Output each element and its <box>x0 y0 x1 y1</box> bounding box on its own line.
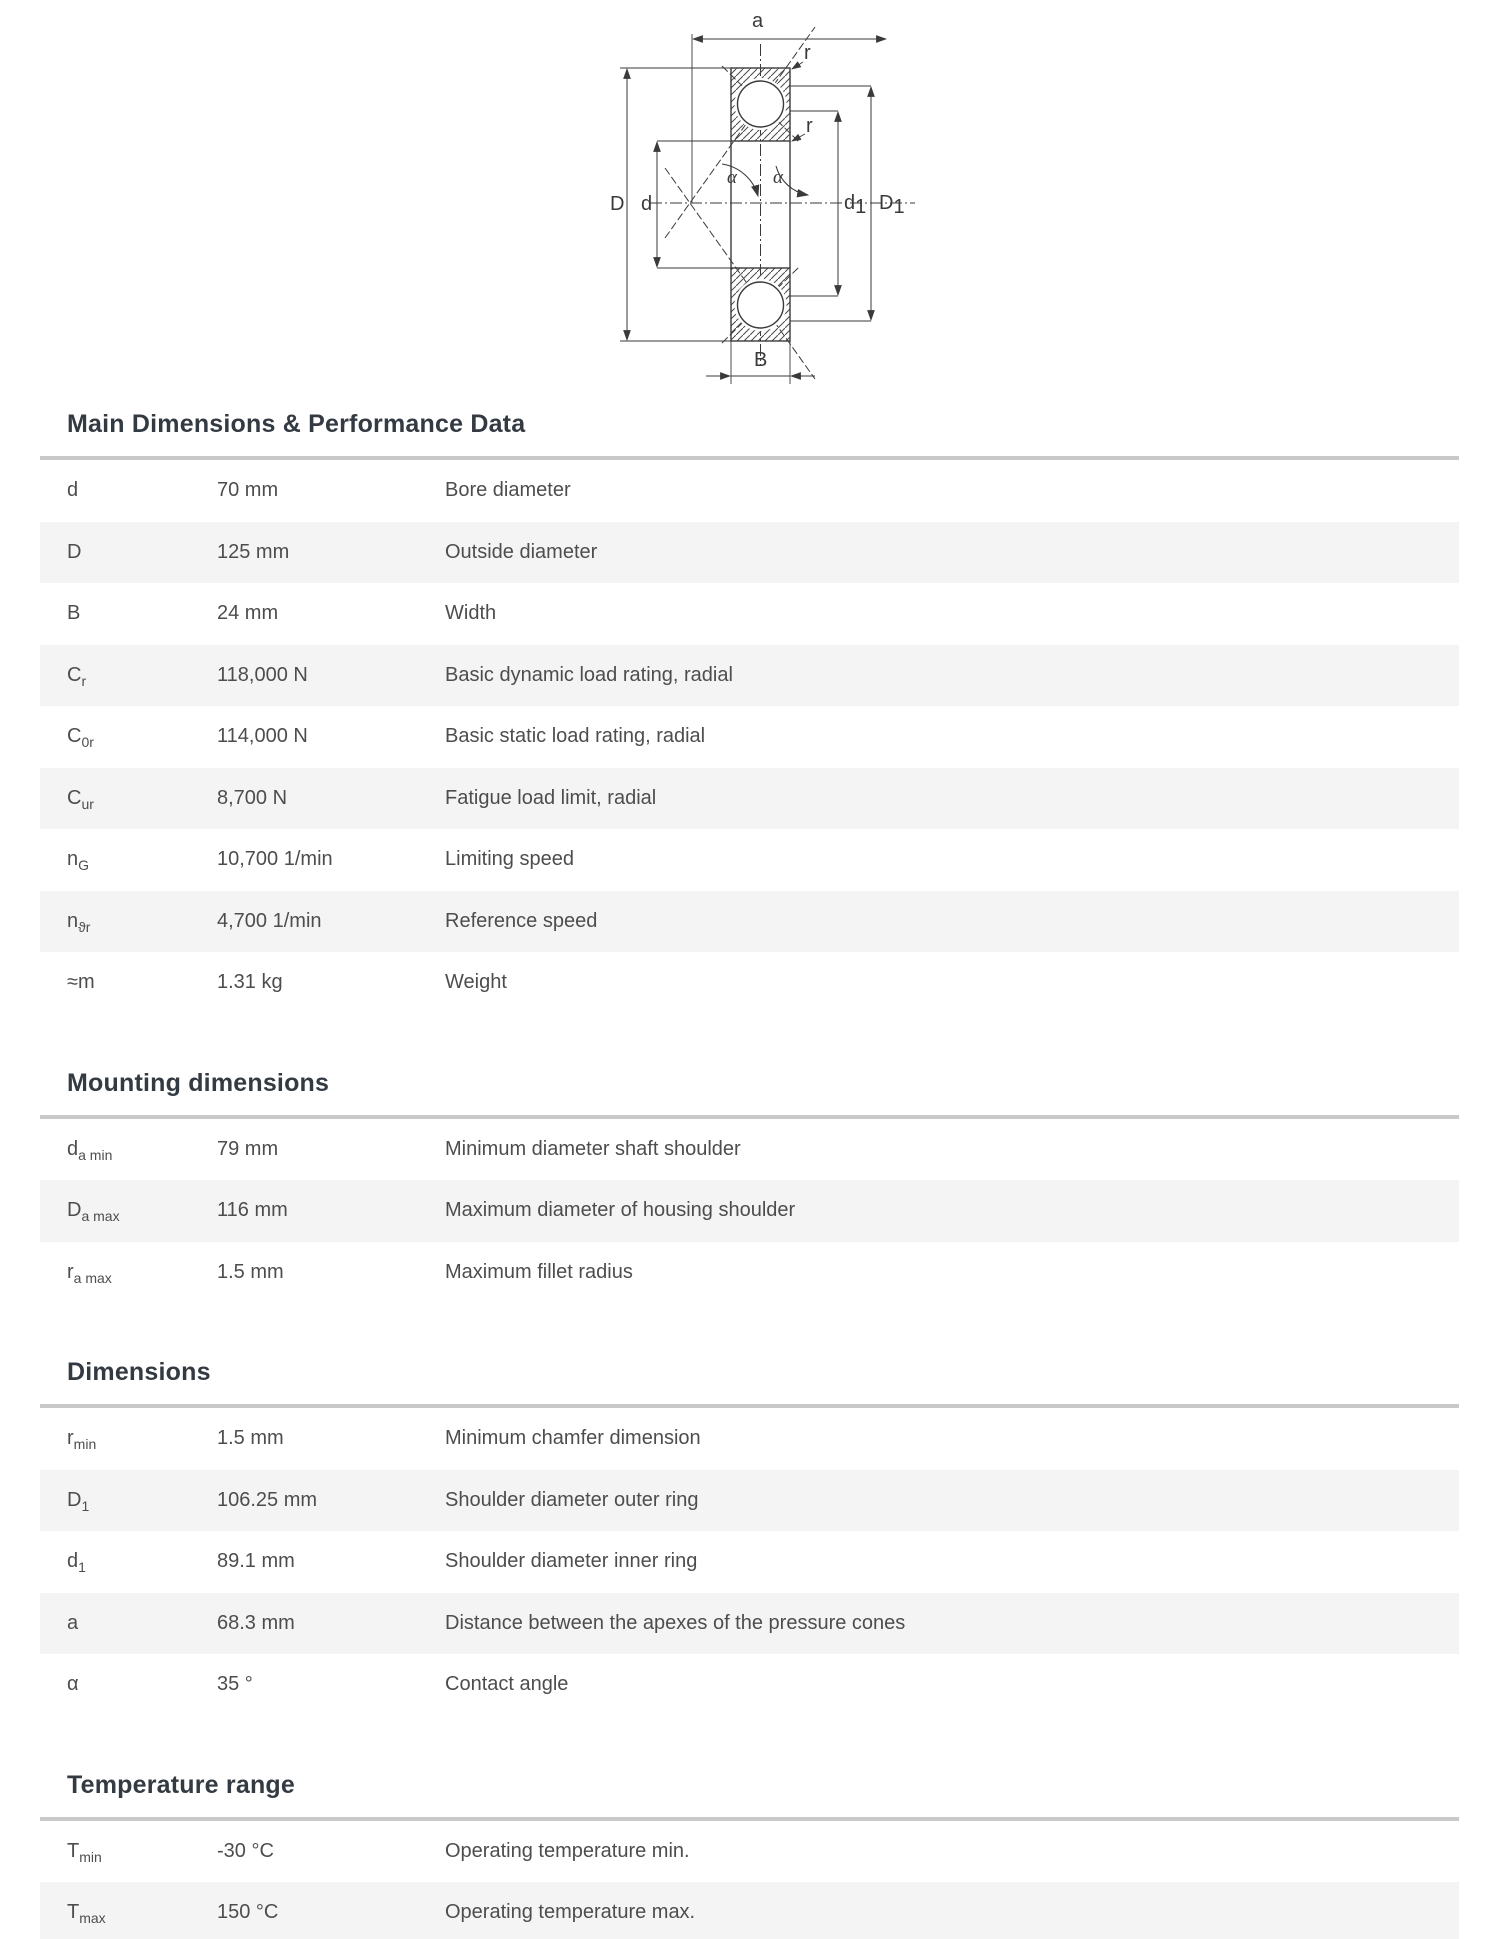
value-cell: 116 mm <box>217 1199 288 1222</box>
description-cell: Width <box>445 602 497 625</box>
symbol-subscript: min <box>73 1436 97 1453</box>
dim-label-d1: d1 <box>844 192 867 218</box>
symbol-cell <box>67 1489 217 1512</box>
section-title: Mounting dimensions <box>67 1068 330 1097</box>
description-cell: Reference speed <box>445 909 598 932</box>
symbol-base: α <box>67 1673 79 1696</box>
symbol-base: D <box>67 1488 82 1511</box>
table-row <box>40 1242 1459 1304</box>
symbol-base: T <box>67 1901 80 1924</box>
symbol-cell <box>67 971 217 994</box>
symbol-subscript: 1 <box>78 1559 86 1576</box>
value-cell: 118,000 N <box>217 663 308 686</box>
data-table <box>40 1404 1459 1716</box>
value-cell: 1.5 mm <box>217 1427 284 1450</box>
value-cell: 68.3 mm <box>217 1611 295 1634</box>
value-cell: 106.25 mm <box>217 1488 318 1511</box>
dim-label-alpha-left: α <box>727 167 737 188</box>
data-table <box>40 1817 1459 1939</box>
symbol-cell <box>67 1612 217 1635</box>
symbol-base: D <box>67 1199 82 1222</box>
symbol-cell <box>67 1261 217 1284</box>
table-row <box>40 460 1459 522</box>
symbol-subscript: ϑr <box>78 918 91 935</box>
symbol-cell <box>67 479 217 502</box>
value-cell: 125 mm <box>217 540 290 563</box>
value-cell: 8,700 N <box>217 786 288 809</box>
description-cell: Basic static load rating, radial <box>445 725 706 748</box>
symbol-subscript: a max <box>81 1208 120 1225</box>
description-cell: Minimum chamfer dimension <box>445 1427 701 1450</box>
description-cell: Shoulder diameter inner ring <box>445 1550 698 1573</box>
table-row <box>40 1882 1459 1939</box>
value-cell: -30 °C <box>217 1839 274 1862</box>
symbol-cell <box>67 1840 217 1863</box>
value-cell: 114,000 N <box>217 725 308 748</box>
dim-label-r-bottom: r <box>806 115 813 137</box>
section-title: Temperature range <box>67 1770 296 1799</box>
value-cell: 79 mm <box>217 1137 279 1160</box>
bottom-ball <box>738 282 784 328</box>
symbol-cell <box>67 1673 217 1696</box>
symbol-cell <box>67 910 217 933</box>
description-cell: Limiting speed <box>445 848 574 871</box>
section-title: Main Dimensions & Performance Data <box>67 410 526 438</box>
symbol-cell <box>67 1138 217 1161</box>
symbol-subscript: a min <box>78 1146 113 1163</box>
symbol-subscript: r <box>81 672 87 689</box>
symbol-subscript: ur <box>81 795 94 812</box>
value-cell: 150 °C <box>217 1901 279 1924</box>
symbol-base: r <box>67 1260 74 1283</box>
table-row <box>40 1470 1459 1532</box>
symbol-base: B <box>67 602 81 625</box>
symbol-base: n <box>67 848 79 871</box>
value-cell: 1.31 kg <box>217 971 283 994</box>
table-row <box>40 768 1459 830</box>
symbol-cell <box>67 1901 217 1927</box>
symbol-cell <box>67 725 217 751</box>
symbol-base: a <box>67 1611 79 1634</box>
table-row <box>40 829 1459 891</box>
section-title: Dimensions <box>67 1358 211 1386</box>
symbol-cell <box>67 664 217 687</box>
bearing-diagram <box>610 6 940 398</box>
data-table <box>40 1115 1459 1304</box>
description-cell: Minimum diameter shaft shoulder <box>445 1137 741 1160</box>
description-cell: Operating temperature min. <box>445 1839 690 1862</box>
description-cell: Weight <box>445 971 507 994</box>
dim-label-D1: D1 <box>879 192 905 218</box>
symbol-base: T <box>67 1839 80 1862</box>
symbol-subscript: 0r <box>81 734 94 751</box>
symbol-subscript: max <box>79 1910 106 1927</box>
symbol-base: r <box>67 1427 74 1450</box>
table-row <box>40 1531 1459 1593</box>
symbol-subscript: a max <box>73 1269 112 1286</box>
symbol-cell <box>67 541 217 564</box>
dim-label-D: D <box>610 193 625 215</box>
value-cell: 4,700 1/min <box>217 909 322 932</box>
symbol-base: d <box>67 1137 79 1160</box>
value-cell: 35 ° <box>217 1673 253 1696</box>
symbol-base: n <box>67 909 79 932</box>
symbol-cell <box>67 1550 217 1576</box>
bearing-cross-section-drawing <box>610 6 940 398</box>
table-row <box>40 1821 1459 1883</box>
dim-label-r-top: r <box>804 42 811 64</box>
description-cell: Operating temperature max. <box>445 1901 696 1924</box>
table-row <box>40 1408 1459 1470</box>
symbol-cell <box>67 848 217 874</box>
dim-label-a: a <box>752 10 764 32</box>
section-temperature-range <box>40 1769 1459 1939</box>
symbol-base: d <box>67 479 79 502</box>
symbol-base: ≈m <box>67 971 95 994</box>
value-cell: 89.1 mm <box>217 1550 295 1573</box>
description-cell: Contact angle <box>445 1673 569 1696</box>
description-cell: Shoulder diameter outer ring <box>445 1488 699 1511</box>
table-row <box>40 645 1459 707</box>
table-row <box>40 952 1459 1014</box>
top-ball <box>738 81 784 127</box>
symbol-base: d <box>67 1550 79 1573</box>
r-leader-line <box>792 62 803 69</box>
symbol-cell <box>67 787 217 810</box>
description-cell: Distance between the apexes of the pressure cones <box>445 1611 906 1634</box>
table-row <box>40 522 1459 584</box>
description-cell: Bore diameter <box>445 479 571 502</box>
symbol-base: C <box>67 663 82 686</box>
symbol-base: C <box>67 725 82 748</box>
value-cell: 10,700 1/min <box>217 848 333 871</box>
dim-label-B: B <box>754 349 768 371</box>
section-dimensions <box>40 1356 1459 1716</box>
table-row <box>40 891 1459 953</box>
section-mounting-dimensions <box>40 1067 1459 1304</box>
symbol-cell <box>67 1427 217 1453</box>
table-row <box>40 706 1459 768</box>
description-cell: Fatigue load limit, radial <box>445 786 657 809</box>
symbol-subscript: min <box>79 1848 102 1865</box>
value-cell: 70 mm <box>217 479 279 502</box>
symbol-base: C <box>67 786 82 809</box>
description-cell: Maximum diameter of housing shoulder <box>445 1199 796 1222</box>
value-cell: 24 mm <box>217 602 279 625</box>
value-cell: 1.5 mm <box>217 1260 284 1283</box>
description-cell: Basic dynamic load rating, radial <box>445 663 733 686</box>
symbol-subscript: G <box>78 857 90 874</box>
symbol-base: D <box>67 540 82 563</box>
dim-label-alpha-right: α <box>773 167 783 188</box>
table-row <box>40 1180 1459 1242</box>
dim-label-d: d <box>641 193 653 215</box>
table-row <box>40 1593 1459 1655</box>
table-row <box>40 583 1459 645</box>
symbol-cell <box>67 1199 217 1225</box>
data-table <box>40 456 1459 1014</box>
table-row <box>40 1119 1459 1181</box>
description-cell: Outside diameter <box>445 540 598 563</box>
symbol-subscript: 1 <box>81 1497 90 1514</box>
section-main-dimensions <box>40 408 1459 1014</box>
description-cell: Maximum fillet radius <box>445 1260 633 1283</box>
datasheet-content <box>40 408 1459 1939</box>
table-row <box>40 1654 1459 1716</box>
symbol-cell <box>67 602 217 625</box>
